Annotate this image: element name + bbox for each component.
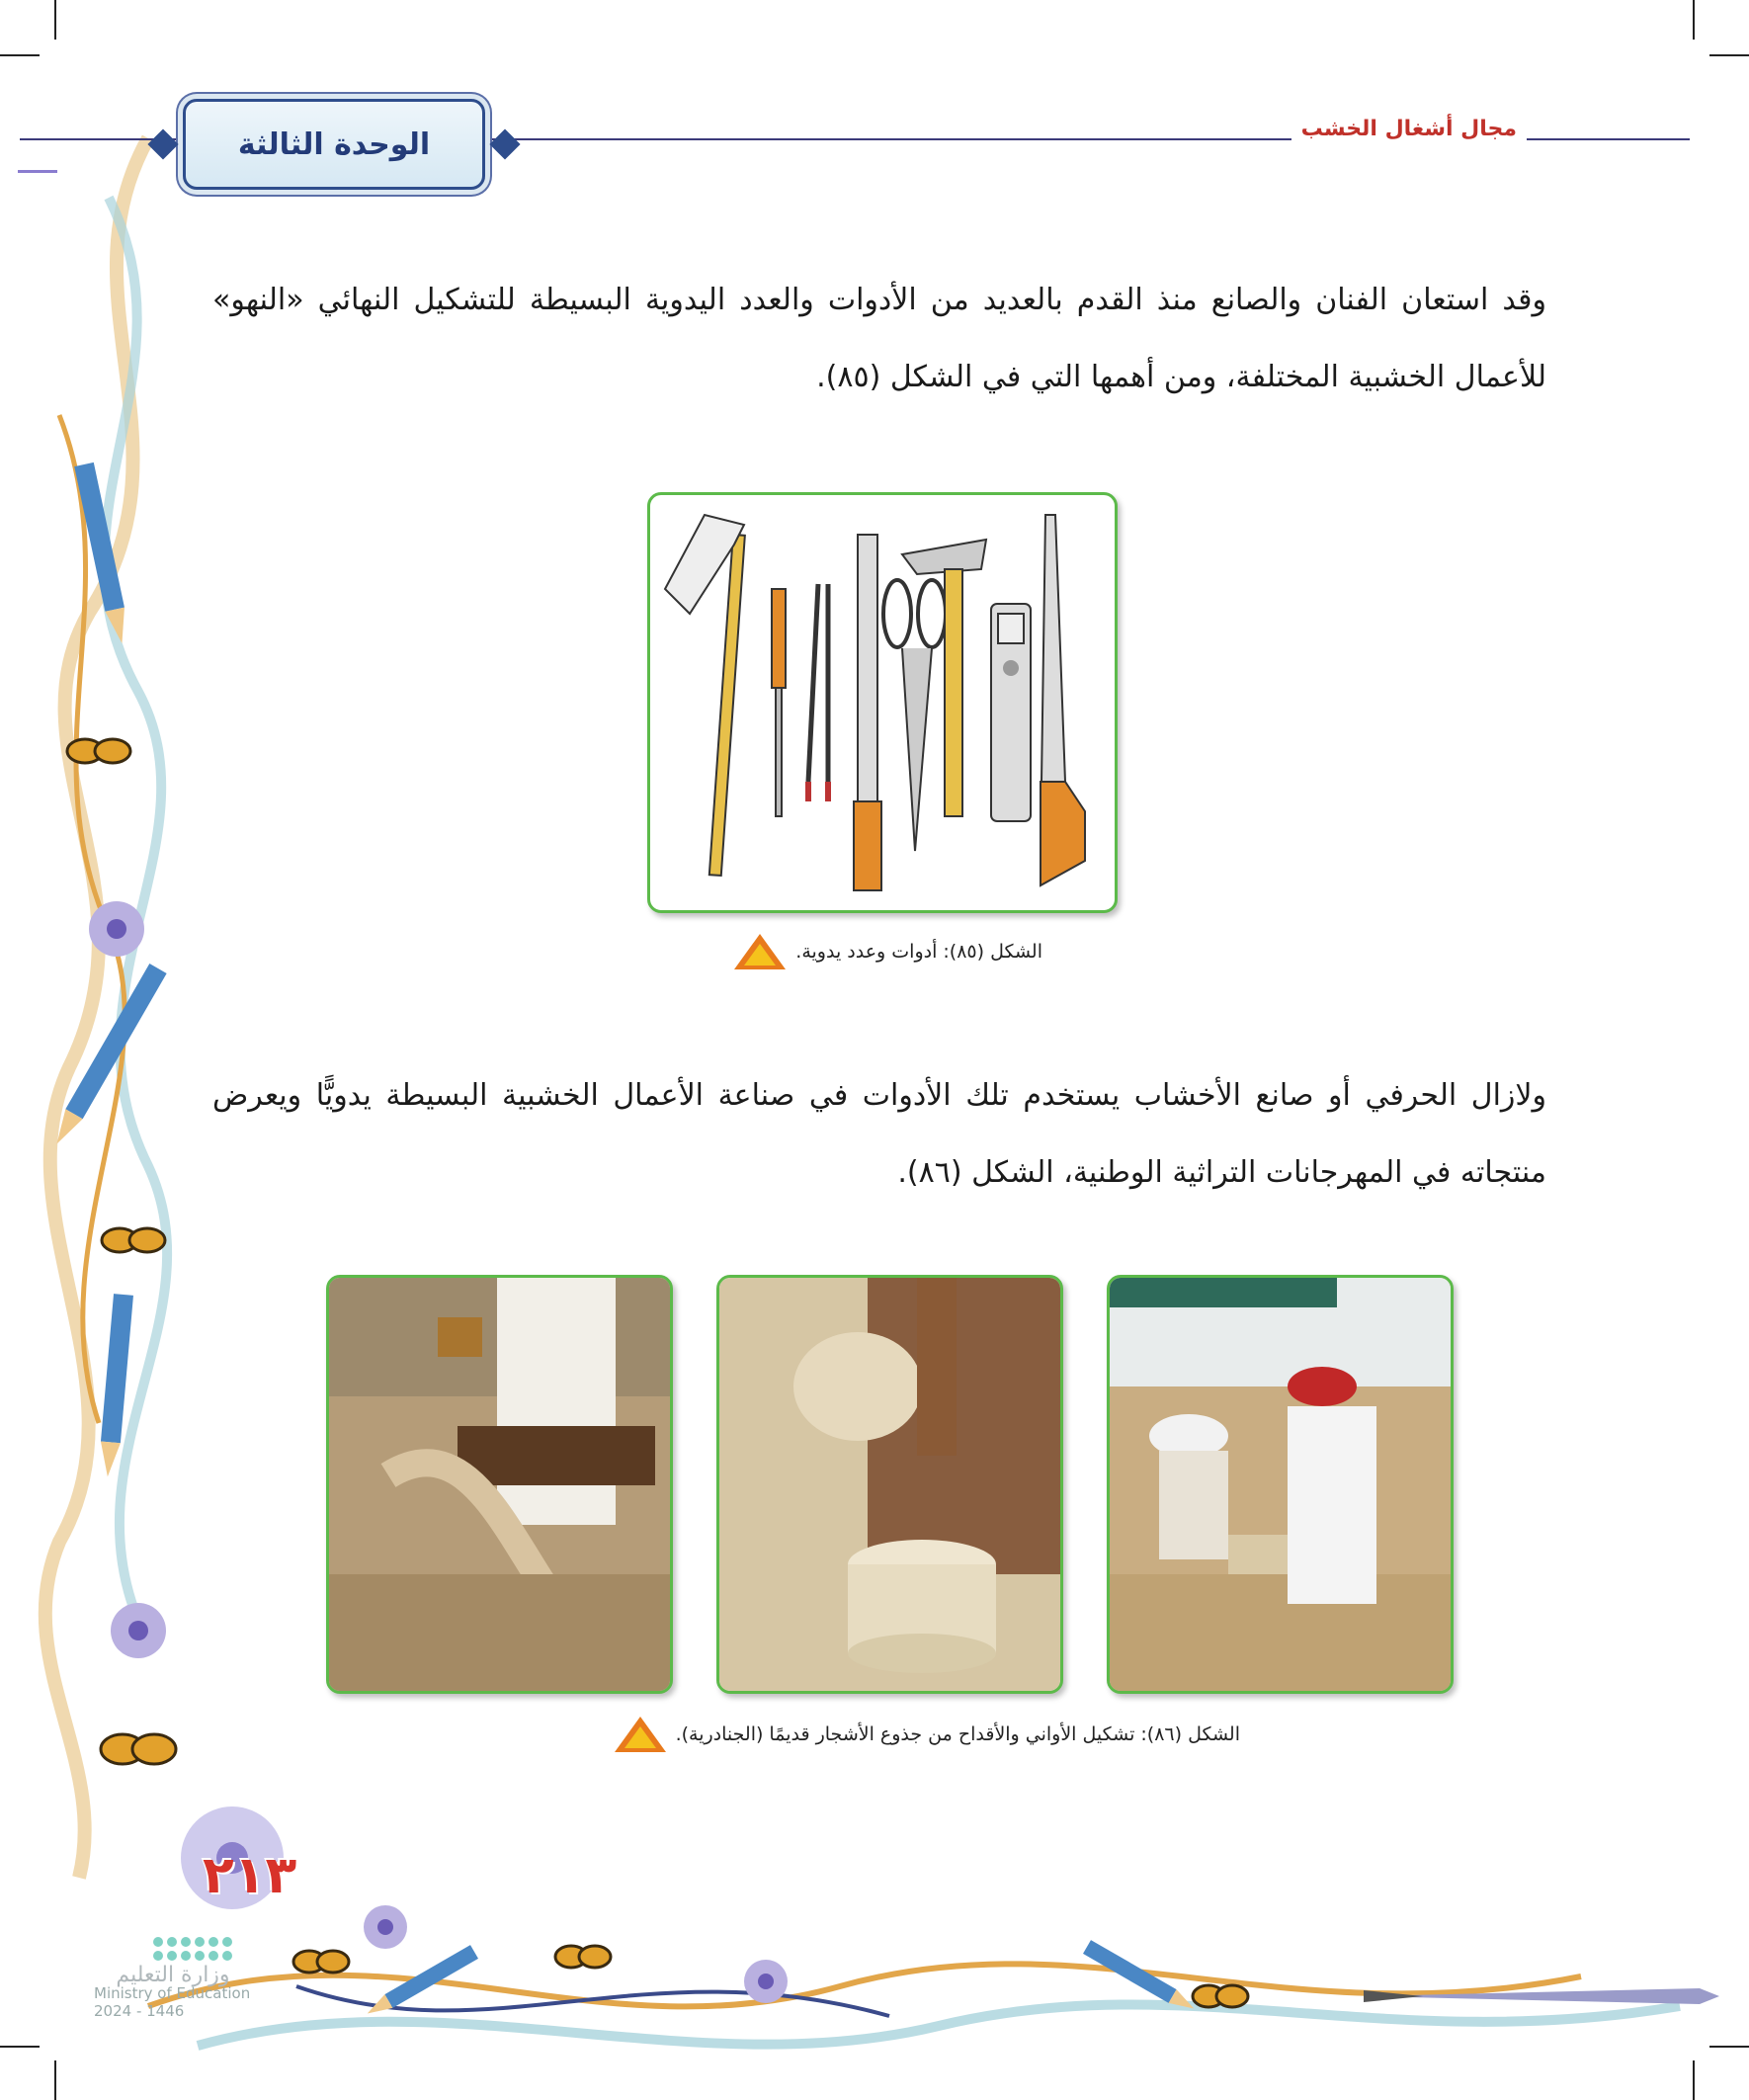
field-title: مجال أشغال الخشب bbox=[1291, 117, 1527, 141]
logo-arabic: وزارة التعليم bbox=[116, 1963, 230, 1987]
adze-icon bbox=[665, 515, 745, 876]
pincers-icon bbox=[808, 584, 828, 801]
saw-icon bbox=[1041, 515, 1085, 885]
caption-text: الشكل (٨٥): أدوات وعدد يدوية. bbox=[795, 941, 1042, 963]
triangle-marker-icon bbox=[734, 934, 786, 969]
figure-85-hand-tools bbox=[647, 492, 1118, 913]
paragraph-craftsman: ولازال الحرفي أو صانع الأخشاب يستخدم تلك الأدوات في صناعة الأعمال الخشبية البسيطة يدويًّا ويعرض منتجاته في المهرجانات التراثية الوطنية، الشكل (٨٦). bbox=[212, 1078, 1546, 1190]
ornament-icon bbox=[489, 128, 520, 159]
flower-icon bbox=[111, 1603, 166, 1658]
snips-icon bbox=[883, 580, 946, 851]
page-number: ٢١٣ bbox=[203, 1846, 297, 1905]
triangle-marker-icon bbox=[615, 1717, 666, 1752]
plane-icon bbox=[991, 604, 1031, 821]
photo-placeholder bbox=[719, 1278, 1060, 1691]
photo-placeholder bbox=[329, 1278, 670, 1691]
butterfly-icon bbox=[101, 1734, 176, 1764]
flower-icon bbox=[364, 1905, 407, 1949]
logo-year: 2024 - 1446 bbox=[94, 2002, 185, 2020]
logo-dots-icon bbox=[153, 1937, 252, 1961]
chisel-icon bbox=[772, 589, 786, 816]
photo-placeholder bbox=[1110, 1278, 1451, 1691]
unit-label: الوحدة الثالثة bbox=[237, 126, 431, 162]
butterfly-icon bbox=[293, 1951, 349, 1973]
ministry-logo bbox=[94, 1937, 252, 2020]
crop-mark bbox=[1709, 54, 1749, 56]
paragraph-tools-intro: وقد استعان الفنان والصانع منذ القدم بالعديد من الأدوات والعدد اليدوية البسيطة للتشكيل النهائي «النهو» للأعمال الخشبية المختلفة، ومن أهمها التي في الشكل (٨٥). bbox=[212, 283, 1546, 394]
flower-icon bbox=[744, 1960, 788, 2003]
unit-badge bbox=[183, 99, 485, 190]
butterfly-icon bbox=[67, 739, 130, 763]
logo-english: Ministry of Education bbox=[94, 1984, 251, 2002]
figure-85-caption bbox=[734, 934, 1042, 969]
butterfly-icon bbox=[1193, 1985, 1248, 2007]
butterfly-icon bbox=[555, 1946, 611, 1968]
photo-carving-bowl bbox=[716, 1275, 1063, 1694]
pencil-icon bbox=[48, 964, 167, 1149]
flower-icon bbox=[89, 901, 144, 957]
crop-mark bbox=[1693, 0, 1695, 40]
photo-craftsmen-carving bbox=[1107, 1275, 1454, 1694]
butterfly-icon bbox=[102, 1228, 165, 1252]
figure-86-caption bbox=[615, 1717, 1240, 1752]
caption-text: الشكل (٨٦): تشكيل الأواني والأقداح من جذوع الأشجار قديمًا (الجنادرية). bbox=[675, 1723, 1240, 1745]
photo-shaping-wood bbox=[326, 1275, 673, 1694]
hand-tools-illustration bbox=[650, 495, 1115, 910]
file-icon bbox=[854, 535, 881, 890]
